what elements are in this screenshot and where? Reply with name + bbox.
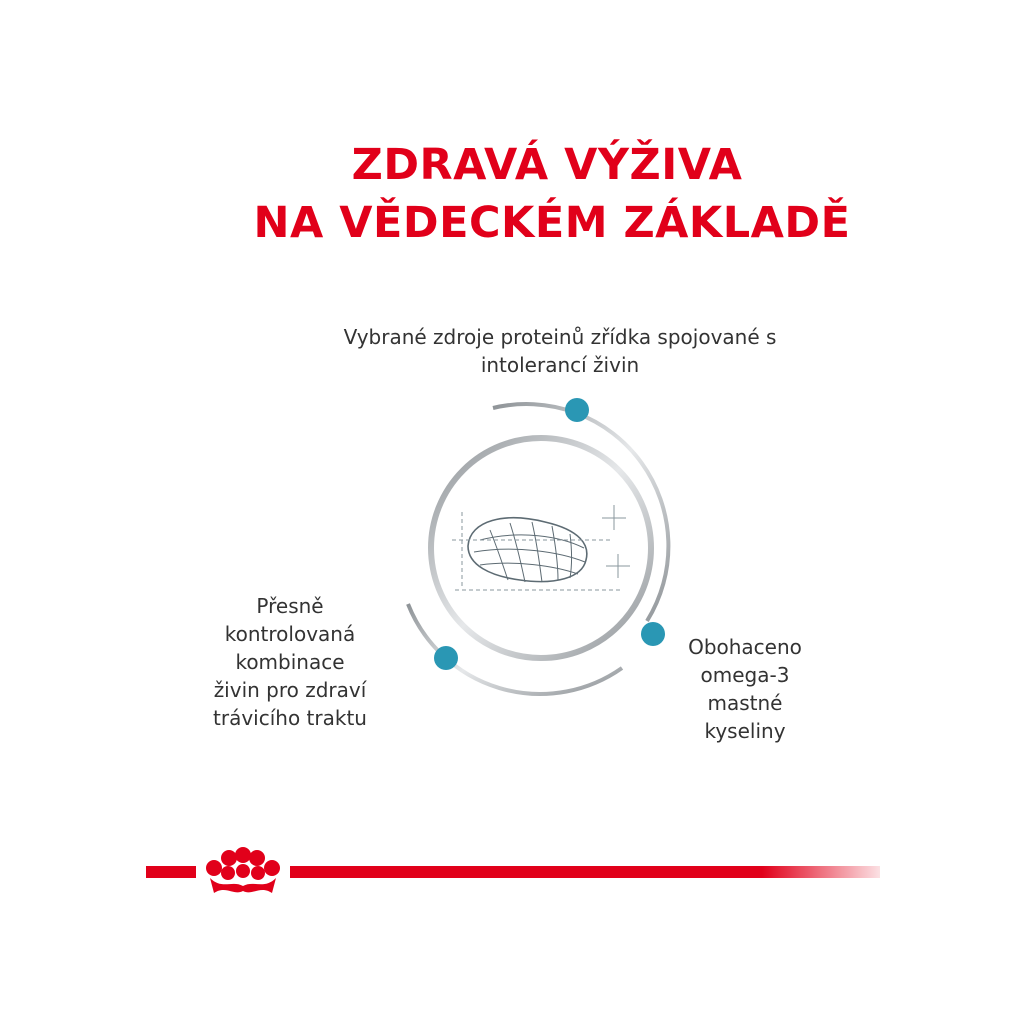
headline-line-1: ZDRAVÁ VÝŽIVA [351, 140, 743, 190]
crown-logo-icon [206, 847, 280, 893]
benefit-omega-3: Obohaceno omega-3 mastné kyseliny [688, 635, 802, 743]
headline-line-2: NA VĚDECKÉM ZÁKLADĚ [253, 198, 851, 248]
footer-line-right [290, 866, 880, 878]
benefit-nutrient-combination: Přesně kontrolovaná kombinace živin pro zdraví trávicího traktu [213, 594, 367, 730]
footer-line-left [146, 866, 196, 878]
benefit-protein-sources: Vybrané zdroje proteinů zřídka spojované s intolerancí živin [343, 325, 777, 377]
